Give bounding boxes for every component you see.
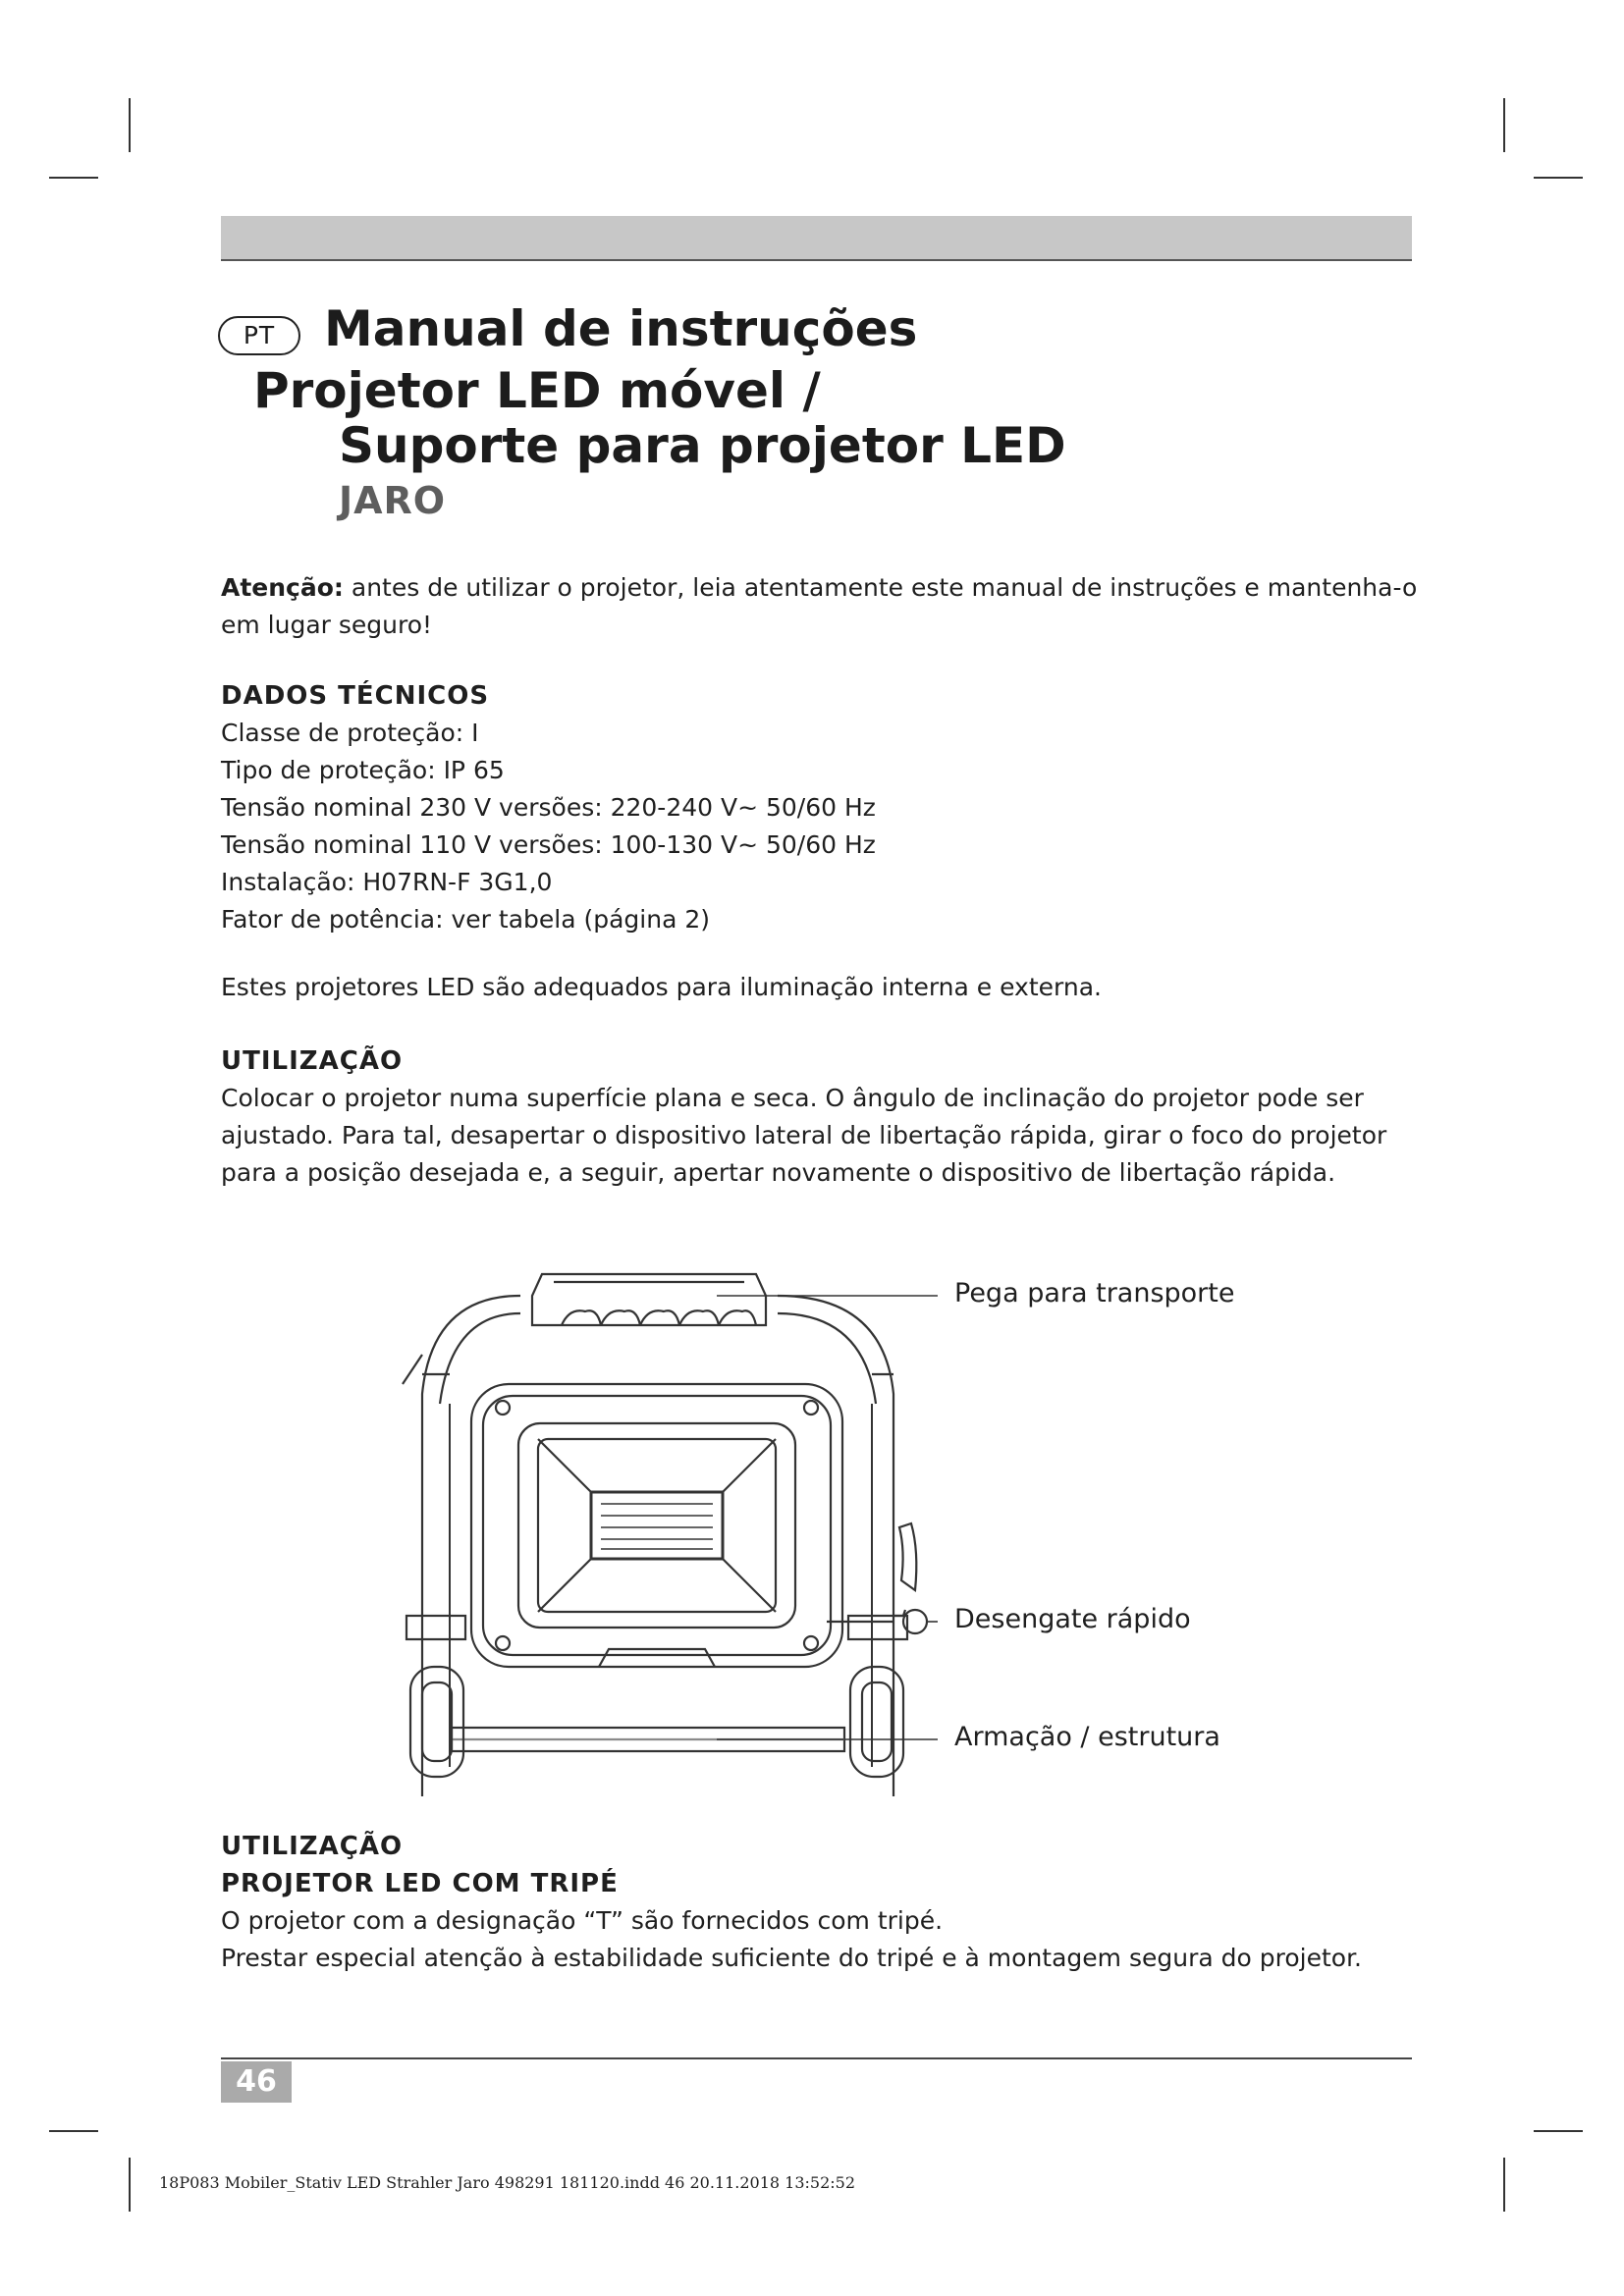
- tripod-heading-1: UTILIZAÇÃO: [221, 1832, 404, 1861]
- language-badge: PT: [218, 316, 300, 355]
- callout-frame: Armação / estrutura: [954, 1722, 1220, 1752]
- crop-mark-bottom-left-horizontal: [49, 2130, 98, 2132]
- crop-mark-top-right-vertical: [1503, 98, 1505, 152]
- print-slug: 18P083 Mobiler_Stativ LED Strahler Jaro 498291 181120.indd 46 20.11.2018 13:52:52: [159, 2173, 856, 2192]
- tripod-line-2: Prestar especial atenção à estabilidade suficiente do tripé e à montagem segura do projetor.: [221, 1944, 1362, 1972]
- frame-drawing: [403, 1296, 893, 1796]
- attention-text-2: em lugar seguro!: [221, 611, 433, 639]
- crop-mark-bottom-right-vertical: [1503, 2158, 1505, 2212]
- tech-row: Classe de proteção: I: [221, 719, 479, 747]
- wheel-right-drawing: [850, 1667, 903, 1777]
- attention-label: Atenção:: [221, 573, 344, 602]
- carrying-handle-drawing: [532, 1274, 766, 1325]
- crop-mark-top-right-horizontal: [1534, 177, 1583, 179]
- tripod-paragraph: [221, 1902, 1362, 1977]
- tripod-line-1: O projetor com a designação “T” são fornecidos com tripé.: [221, 1906, 944, 1935]
- crop-mark-top-left-vertical: [129, 98, 131, 152]
- usage-line: para a posição desejada e, a seguir, apertar novamente o dispositivo de libertação rápida.: [221, 1158, 1336, 1187]
- tripod-heading-2: PROJETOR LED COM TRIPÉ: [221, 1869, 619, 1898]
- callout-quick-release: Desengate rápido: [954, 1604, 1191, 1634]
- wheel-left-drawing: [410, 1667, 463, 1777]
- crop-mark-bottom-left-vertical: [129, 2158, 131, 2212]
- usage-line: ajustado. Para tal, desapertar o dispositivo lateral de libertação rápida, girar o foco do projetor: [221, 1121, 1387, 1149]
- tech-row: Fator de potência: ver tabela (página 2): [221, 905, 711, 934]
- tech-row: Instalação: H07RN-F 3G1,0: [221, 868, 553, 896]
- usage-heading: UTILIZAÇÃO: [221, 1046, 404, 1076]
- title-line-3: Suporte para projetor LED: [339, 417, 1066, 474]
- model-name: JARO: [339, 479, 447, 522]
- title-line-2: Projetor LED móvel /: [253, 362, 821, 419]
- usage-note: Estes projetores LED são adequados para iluminação interna e externa.: [221, 973, 1102, 1001]
- attention-paragraph: [221, 569, 1429, 644]
- footer-rule: [221, 2057, 1412, 2059]
- title-line-1: Manual de instruções: [324, 300, 918, 357]
- page-number: 46: [221, 2061, 292, 2103]
- tech-row: Tipo de proteção: IP 65: [221, 756, 505, 784]
- crop-mark-bottom-right-horizontal: [1534, 2130, 1583, 2132]
- callout-carrying-handle: Pega para transporte: [954, 1278, 1235, 1308]
- header-bar: [221, 216, 1412, 261]
- usage-paragraph: [221, 1080, 1386, 1192]
- tech-row: Tensão nominal 230 V versões: 220-240 V~ 50/60 Hz: [221, 793, 876, 822]
- tech-data-list: [221, 715, 876, 938]
- attention-text-1: antes de utilizar o projetor, leia atentamente este manual de instruções e mantenha-o: [351, 573, 1418, 602]
- usage-line: Colocar o projetor numa superfície plana e seca. O ângulo de inclinação do projetor pode ser: [221, 1084, 1364, 1112]
- led-array-drawing: [601, 1504, 713, 1549]
- lamp-housing-drawing: [471, 1384, 842, 1667]
- tech-heading: DADOS TÉCNICOS: [221, 681, 490, 711]
- led-floodlight-diagram: [393, 1256, 982, 1796]
- crop-mark-top-left-horizontal: [49, 177, 98, 179]
- tech-row: Tensão nominal 110 V versões: 100-130 V~ 50/60 Hz: [221, 830, 876, 859]
